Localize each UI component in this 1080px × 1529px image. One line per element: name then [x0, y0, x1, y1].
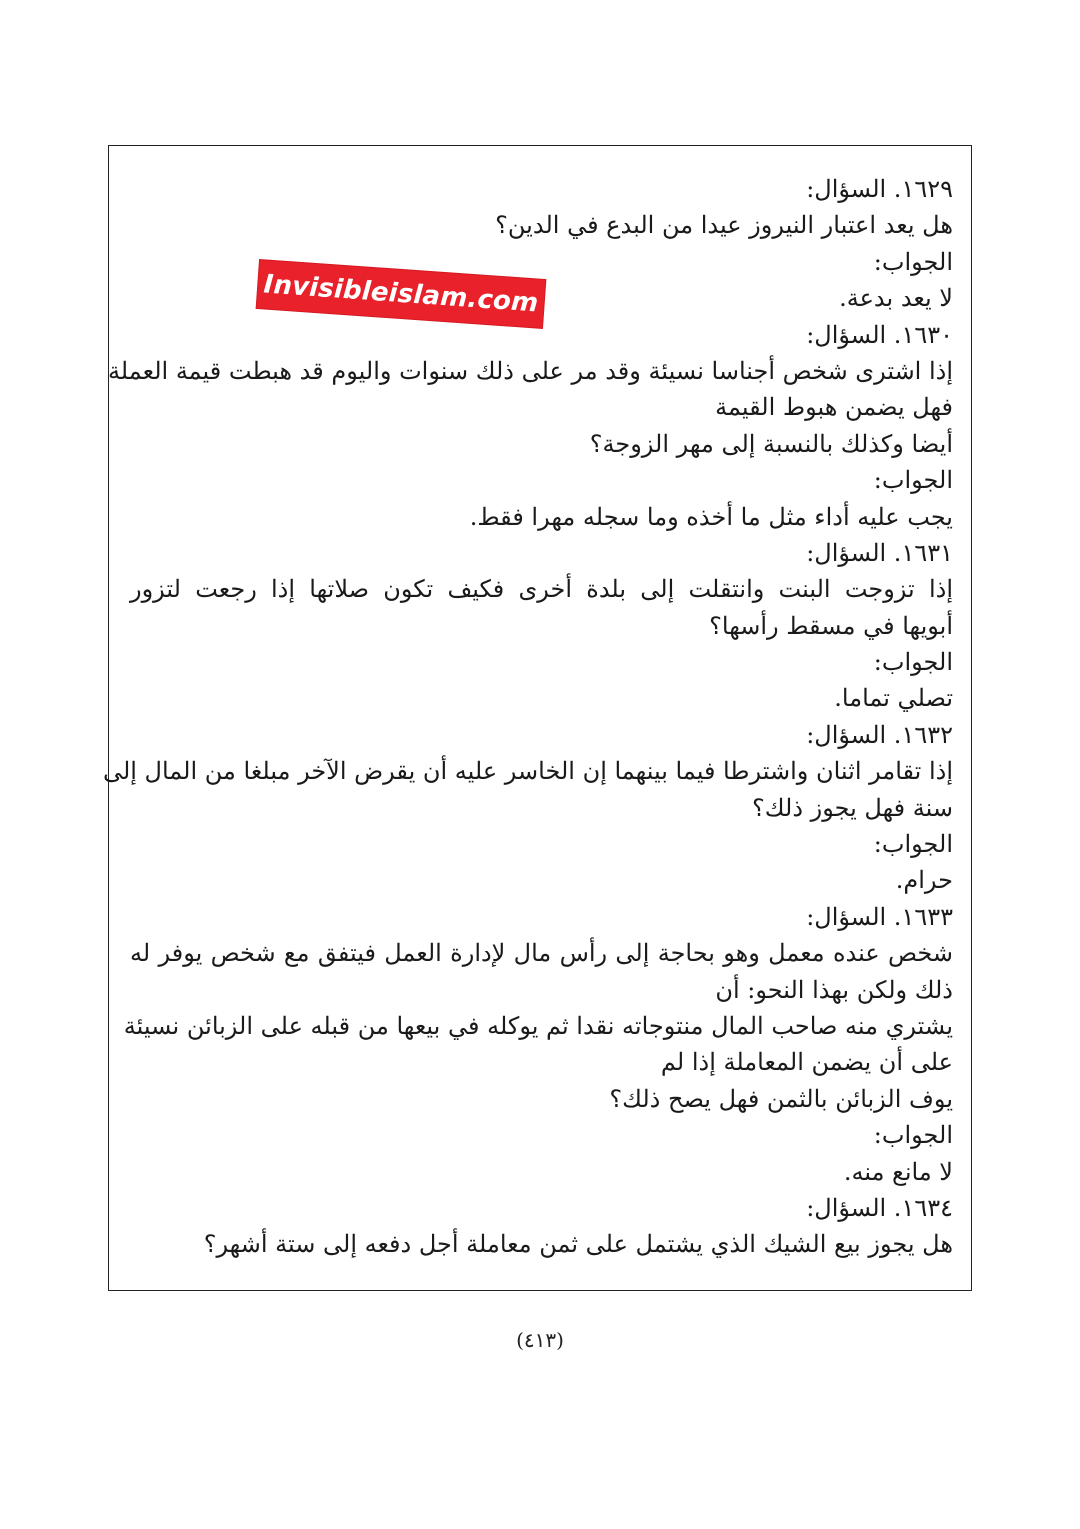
question-text: إذا تقامر اثنان واشترطا فيما بينهما إن الخاسر عليه أن يقرض الآخر مبلغا من المال إلى [102, 757, 953, 786]
question-text: شخص عنده معمل وهو بحاجة إلى رأس مال لإدارة العمل فيتفق مع شخص يوفر له [130, 939, 953, 968]
question-text: هل يجوز بيع الشيك الذي يشتمل على ثمن معاملة أجل دفعه إلى ستة أشهر؟ [203, 1230, 953, 1259]
question-number-1629: ١٦٢٩. السؤال: [806, 175, 953, 203]
answer-heading: الجواب: [873, 830, 953, 859]
answer-text: لا يعد بدعة. [839, 284, 953, 313]
question-number-1634: ١٦٣٤. السؤال: [806, 1193, 953, 1222]
question-number-1633: ١٦٣٣. السؤال: [806, 902, 953, 931]
question-text: إذا تزوجت البنت وانتقلت إلى بلدة أخرى فكيف تكون صلاتها إذا رجعت لتزور [130, 575, 953, 604]
answer-text: لا مانع منه. [843, 1157, 953, 1186]
question-text: يوف الزبائن بالثمن فهل يصح ذلك؟ [609, 1084, 953, 1113]
question-text: سنة فهل يجوز ذلك؟ [752, 793, 953, 822]
question-number-1632: ١٦٣٢. السؤال: [806, 720, 953, 749]
qa-text-block [102, 171, 953, 1263]
question-number-1630: ١٦٣٠. السؤال: [806, 320, 953, 349]
answer-text: يجب عليه أداء مثل ما أخذه وما سجله مهرا فقط. [469, 502, 953, 531]
page-number: (٤١٣) [516, 1328, 564, 1352]
question-text: أبويها في مسقط رأسها؟ [709, 611, 953, 640]
watermark-text: Invisibleislam.com [262, 269, 540, 319]
question-text: يشتري منه صاحب المال منتوجاته نقدا ثم يوكله في بيعها من قبله على الزبائن نسيئة [123, 1011, 953, 1040]
answer-text: تصلي تماما. [834, 684, 953, 713]
question-text: إذا اشترى شخص أجناسا نسيئة وقد مر على ذلك سنوات واليوم قد هبطت قيمة العملة [107, 356, 953, 385]
answer-heading: الجواب: [873, 648, 953, 677]
question-number-1631: ١٦٣١. السؤال: [806, 538, 953, 567]
answer-text: حرام. [895, 866, 953, 895]
question-text: على أن يضمن المعاملة إذا لم [660, 1048, 953, 1077]
question-text: ذلك ولكن بهذا النحو: أن [715, 975, 953, 1004]
question-text: هل يعد اعتبار النيروز عيدا من البدع في الدين؟ [495, 211, 953, 240]
answer-heading: الجواب: [873, 466, 953, 495]
question-text: أيضا وكذلك بالنسبة إلى مهر الزوجة؟ [589, 429, 953, 458]
answer-heading: الجواب: [873, 247, 953, 276]
answer-heading: الجواب: [873, 1121, 953, 1150]
question-text: فهل يضمن هبوط القيمة [715, 393, 953, 422]
